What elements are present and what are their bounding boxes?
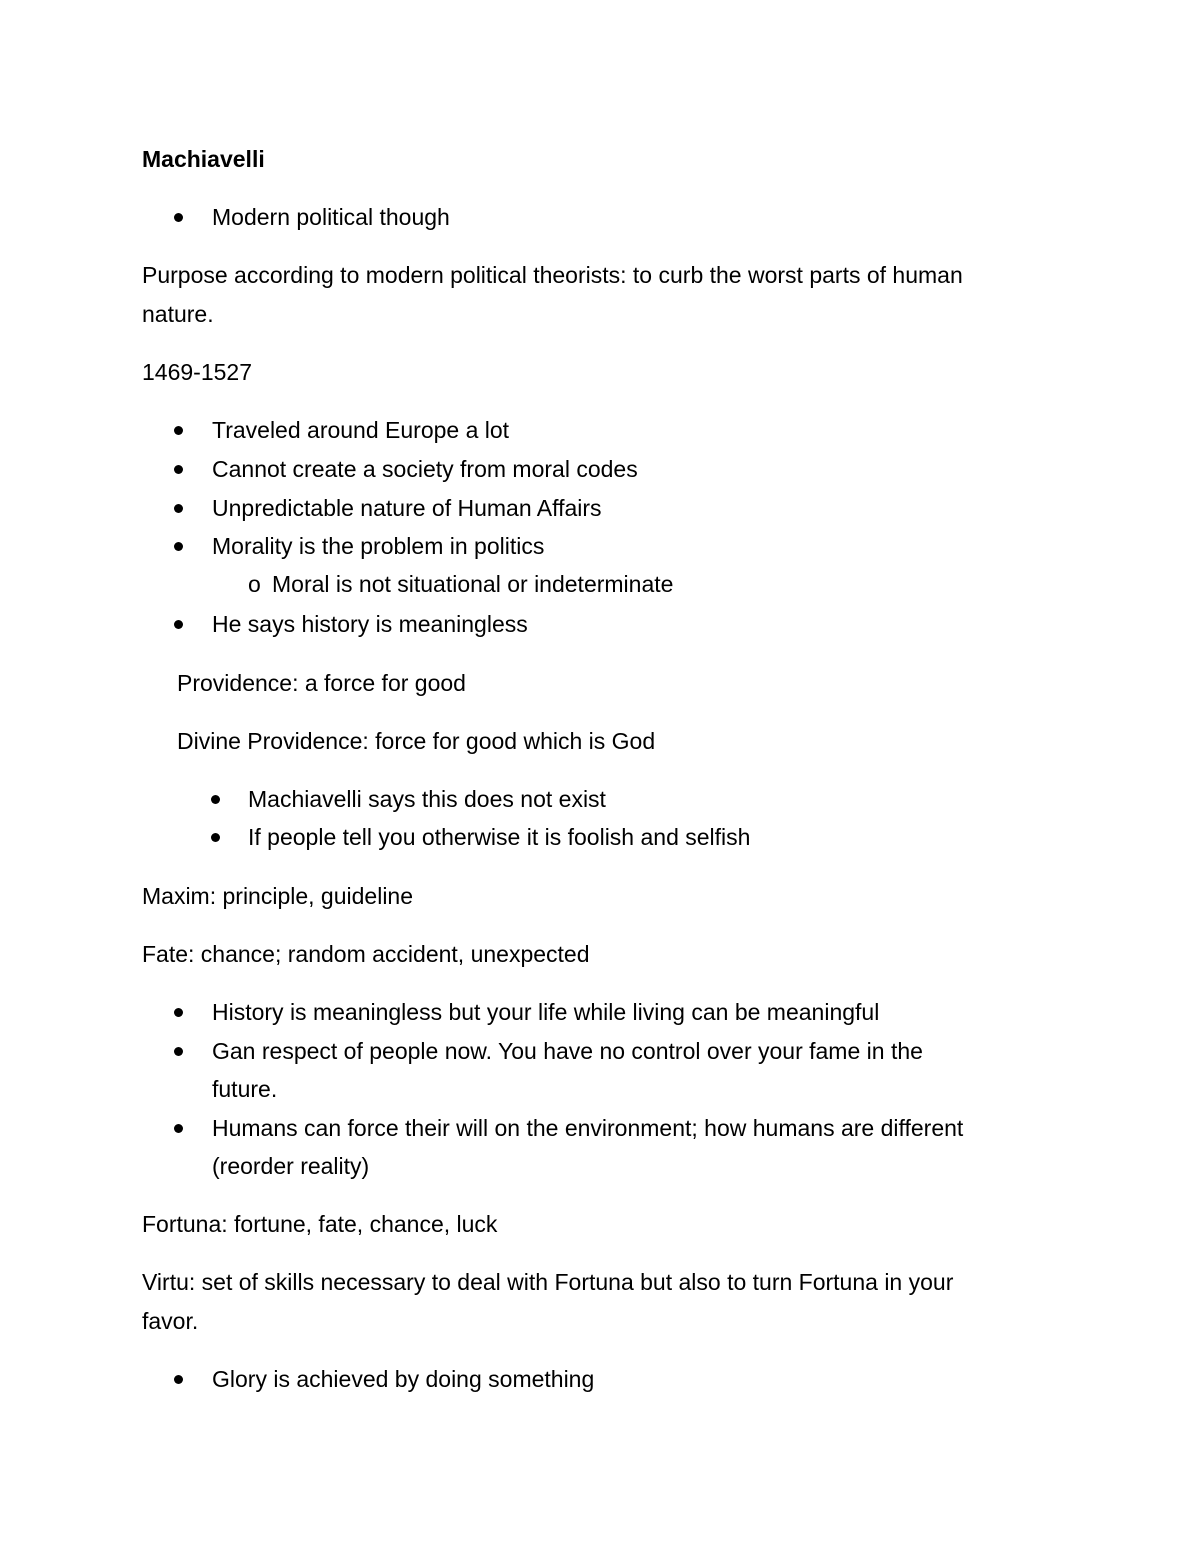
bullet-icon [174, 1047, 183, 1056]
bullet-icon [174, 542, 183, 551]
bullet-item: Gan respect of people now. You have no control over your fame in the [212, 1038, 923, 1064]
bullet-item: Humans can force their will on the environment; how humans are different [212, 1115, 964, 1141]
bullet-item: Traveled around Europe a lot [212, 417, 510, 443]
bullet-item: Unpredictable nature of Human Affairs [212, 495, 602, 521]
paragraph-line: Purpose according to modern political theorists: to curb the worst parts of human [142, 262, 963, 288]
bullet-icon [174, 213, 183, 222]
bullet-item: He says history is meaningless [212, 611, 528, 637]
paragraph-line: nature. [142, 301, 214, 327]
bullet-icon [174, 1375, 183, 1384]
bullet-icon [211, 833, 220, 842]
paragraph-line: favor. [142, 1308, 199, 1334]
bullet-item: Glory is achieved by doing something [212, 1366, 595, 1392]
sub-bullet-marker: o [248, 571, 261, 597]
bullet-icon [174, 1124, 183, 1133]
bullet-icon [174, 620, 183, 629]
definition-line: Maxim: principle, guideline [142, 883, 414, 909]
bullet-icon [174, 465, 183, 474]
bullet-item: Machiavelli says this does not exist [248, 786, 606, 812]
bullet-icon [211, 795, 220, 804]
bullet-item: Modern political though [212, 204, 450, 230]
definition-line: Fate: chance; random accident, unexpected [142, 941, 590, 967]
definition-line: Divine Providence: force for good which is God [177, 728, 656, 754]
document-title: Machiavelli [142, 146, 265, 172]
bullet-icon [174, 426, 183, 435]
bullet-icon [174, 504, 183, 513]
bullet-item-continuation: (reorder reality) [212, 1153, 370, 1179]
bullet-item: Cannot create a society from moral codes [212, 456, 638, 482]
bullet-item: History is meaningless but your life while living can be meaningful [212, 999, 880, 1025]
paragraph-line: Virtu: set of skills necessary to deal with Fortuna but also to turn Fortuna in your [142, 1269, 954, 1295]
sub-bullet-item: Moral is not situational or indeterminate [272, 571, 674, 597]
bullet-item: If people tell you otherwise it is foolish and selfish [248, 824, 751, 850]
definition-line: Fortuna: fortune, fate, chance, luck [142, 1211, 498, 1237]
dates-line: 1469-1527 [142, 359, 252, 385]
bullet-item-continuation: future. [212, 1076, 278, 1102]
definition-line: Providence: a force for good [177, 670, 466, 696]
bullet-icon [174, 1008, 183, 1017]
bullet-item: Morality is the problem in politics [212, 533, 545, 559]
